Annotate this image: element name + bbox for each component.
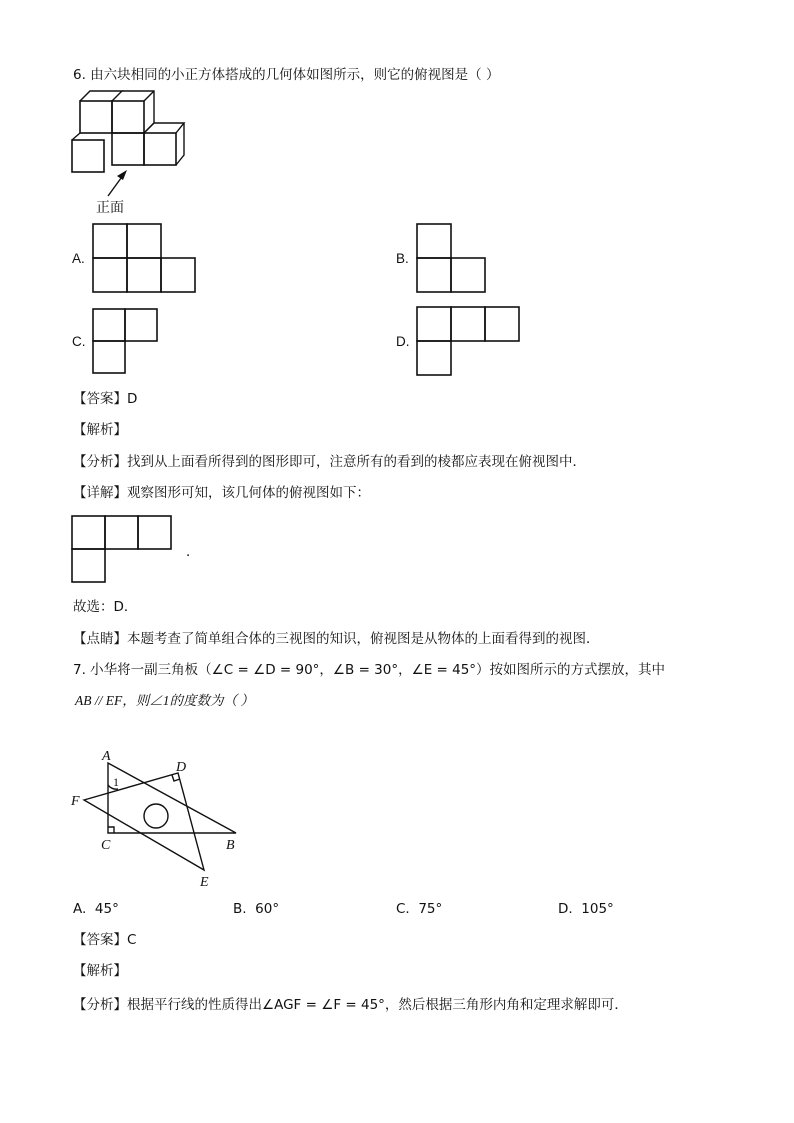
q7-option-b-letter: B. <box>233 901 247 917</box>
q7-answer: 【答案】C <box>73 932 137 948</box>
label-d: D <box>176 760 187 775</box>
q7-option-b-value: 60° <box>255 901 280 917</box>
q6-analysis-title: 【解析】 <box>73 422 127 438</box>
q6-option-b-figure <box>416 222 488 294</box>
label-e: E <box>200 875 209 890</box>
cube-bottom-mid <box>112 133 144 165</box>
q7-analysis-title: 【解析】 <box>73 963 127 979</box>
circle-hole <box>144 804 168 828</box>
q6-option-d-letter: D. <box>396 334 410 349</box>
q6-option-c-figure <box>92 307 164 379</box>
q7-option-c-letter: C. <box>396 901 410 917</box>
q6-guxuan: 故选：D． <box>73 599 138 615</box>
q6-stem: 6. 由六块相同的小正方体搭成的几何体如图所示，则它的俯视图是（ ） <box>73 67 500 83</box>
q6-period: ． <box>186 544 200 560</box>
q6-cube-figure <box>70 88 190 178</box>
q7-option-d <box>558 900 614 918</box>
q6-option-a-figure <box>92 222 197 294</box>
q6-option-b-letter: B. <box>396 251 409 266</box>
label-b: B <box>226 838 235 853</box>
q7-triangle-figure <box>66 745 251 895</box>
q6-option-c-letter: C. <box>72 334 86 349</box>
q6-solution-figure <box>71 514 176 586</box>
q6-xiangjie: 【详解】观察图形可知，该几何体的俯视图如下： <box>73 485 370 501</box>
q7-fenxi: 【分析】根据平行线的性质得出∠AGF = ∠F = 45°，然后根据三角形内角和定理求解即可． <box>73 997 628 1013</box>
q7-option-c-value: 75° <box>418 901 443 917</box>
label-f: F <box>71 794 80 809</box>
q7-option-a-value: 45° <box>94 901 119 917</box>
label-c: C <box>101 838 111 853</box>
right-angle-c <box>108 827 114 833</box>
arrow-head-icon <box>117 170 127 180</box>
q7-option-c <box>396 900 442 918</box>
q6-option-d-figure <box>416 305 526 377</box>
cube-top-left <box>80 91 122 133</box>
front-arrow <box>100 168 140 200</box>
q7-option-d-letter: D. <box>558 901 573 917</box>
front-label: 正面 <box>96 200 124 216</box>
cube-top-right <box>112 91 154 133</box>
cube-bottom-right <box>144 123 184 165</box>
q7-option-b <box>233 900 279 918</box>
q6-dianjing: 【点睛】本题考查了简单组合体的三视图的知识，俯视图是从物体的上面看得到的视图． <box>73 631 600 647</box>
q6-fenxi: 【分析】找到从上面看所得到的图形即可，注意所有的看到的棱都应表现在俯视图中． <box>73 454 586 470</box>
q7-option-d-value: 105° <box>581 901 614 917</box>
triangle-fde <box>84 773 204 870</box>
q6-option-a-letter: A. <box>72 251 85 266</box>
q7-stem-2: AB // EF，则∠1的度数为（ ） <box>75 693 254 708</box>
q7-stem-1: 7. 小华将一副三角板（∠C = ∠D = 90°，∠B = 30°，∠E = 45°）按如图所示的方式摆放，其中 <box>73 662 666 678</box>
triangle-acb <box>108 763 236 833</box>
cube-bottom-left <box>72 133 104 172</box>
q6-answer: 【答案】D <box>73 391 138 407</box>
q7-option-a <box>73 900 119 918</box>
label-a: A <box>102 749 111 764</box>
q7-option-a-letter: A. <box>73 901 87 917</box>
label-angle-1: 1 <box>113 775 119 789</box>
